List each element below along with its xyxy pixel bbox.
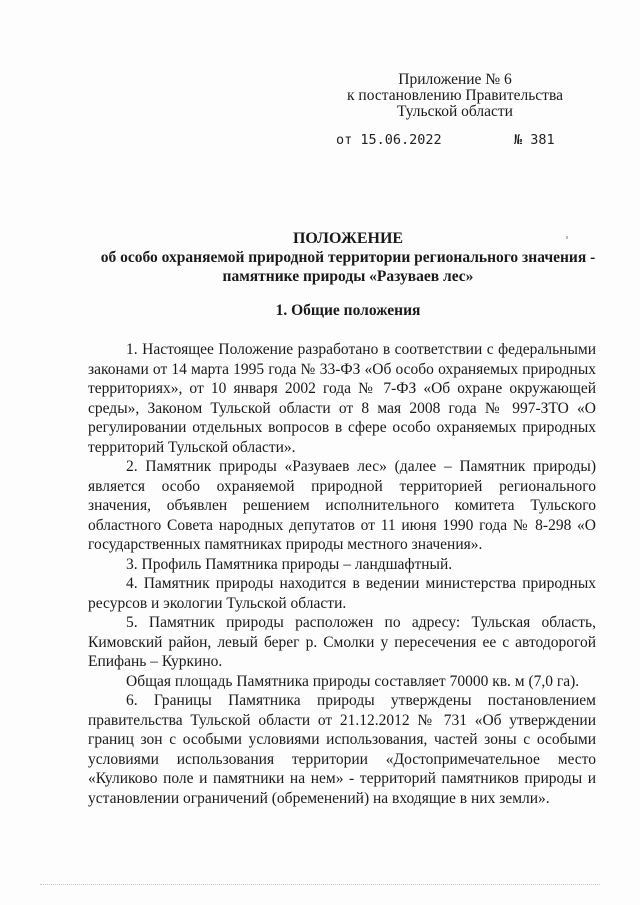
section-heading: 1. Общие положения bbox=[275, 302, 421, 319]
decree-number: № 381 bbox=[514, 132, 555, 148]
page-bottom-edge bbox=[40, 884, 600, 886]
paragraph: Общая площадь Памятника природы составляет 70000 кв. м (7,0 га). bbox=[126, 672, 580, 690]
paragraph: 5. Памятник природы расположен по адресу: Тульская область, Кимовский район, левый берег р. Смолки у пересечения ее с автодорогой Епифань – Куркино. bbox=[88, 614, 596, 670]
document-title: ПОЛОЖЕНИЕ bbox=[292, 230, 404, 247]
document-subtitle-line-1: об особо охраняемой природной территории регионального значения - bbox=[100, 249, 596, 266]
paragraph: 3. Профиль Памятника природы – ландшафтный. bbox=[126, 555, 453, 573]
appendix-block bbox=[330, 72, 580, 120]
appendix-line-1: Приложение № 6 bbox=[398, 71, 512, 88]
paragraph: 1. Настоящее Положение разработано в соответствии с федеральными законами от 14 марта 1995 года № 33-ФЗ «Об особо охраняемых природных территориях», от 10 января 2002 года № 7-ФЗ «Об охране окружающей среды», Законом Тульской области от 8 мая 2008 года № 997-ЗТО «О регулировании отдельных вопросов в сфере особо охраняемых природных территорий Тульской области». bbox=[88, 341, 596, 456]
document-subtitle-line-2: памятнике природы «Разуваев лес» bbox=[222, 268, 474, 285]
paragraph: 2. Памятник природы «Разуваев лес» (далее – Памятник природы) является особо охраняемой природной территорией регионального значения, объявлен решением исполнительного комитета Тульского областного Совета народных депутатов от 11 июня 1990 года № 8-298 «О государственных памятниках природы местного значения». bbox=[88, 458, 596, 553]
appendix-line-2: к постановлению Правительства bbox=[347, 87, 563, 104]
appendix-line-3: Тульской области bbox=[397, 103, 513, 120]
paragraph: 6. Границы Памятника природы утверждены постановлением правительства Тульской области от 21.12.2012 № 731 «Об утверждении границ зон с особыми условиями использования, частей зоны с особыми условиями использования территории «Достопримечательное место «Куликово поле и памятники на нем» - территорий памятников природы и установлении ограничений (обременений) на входящие в них земли». bbox=[88, 692, 596, 807]
paragraph: 4. Памятник природы находится в ведении министерства природных ресурсов и экологии Тульской области. bbox=[88, 575, 596, 612]
decree-date: от 15.06.2022 bbox=[336, 132, 442, 148]
document-body bbox=[88, 340, 596, 808]
